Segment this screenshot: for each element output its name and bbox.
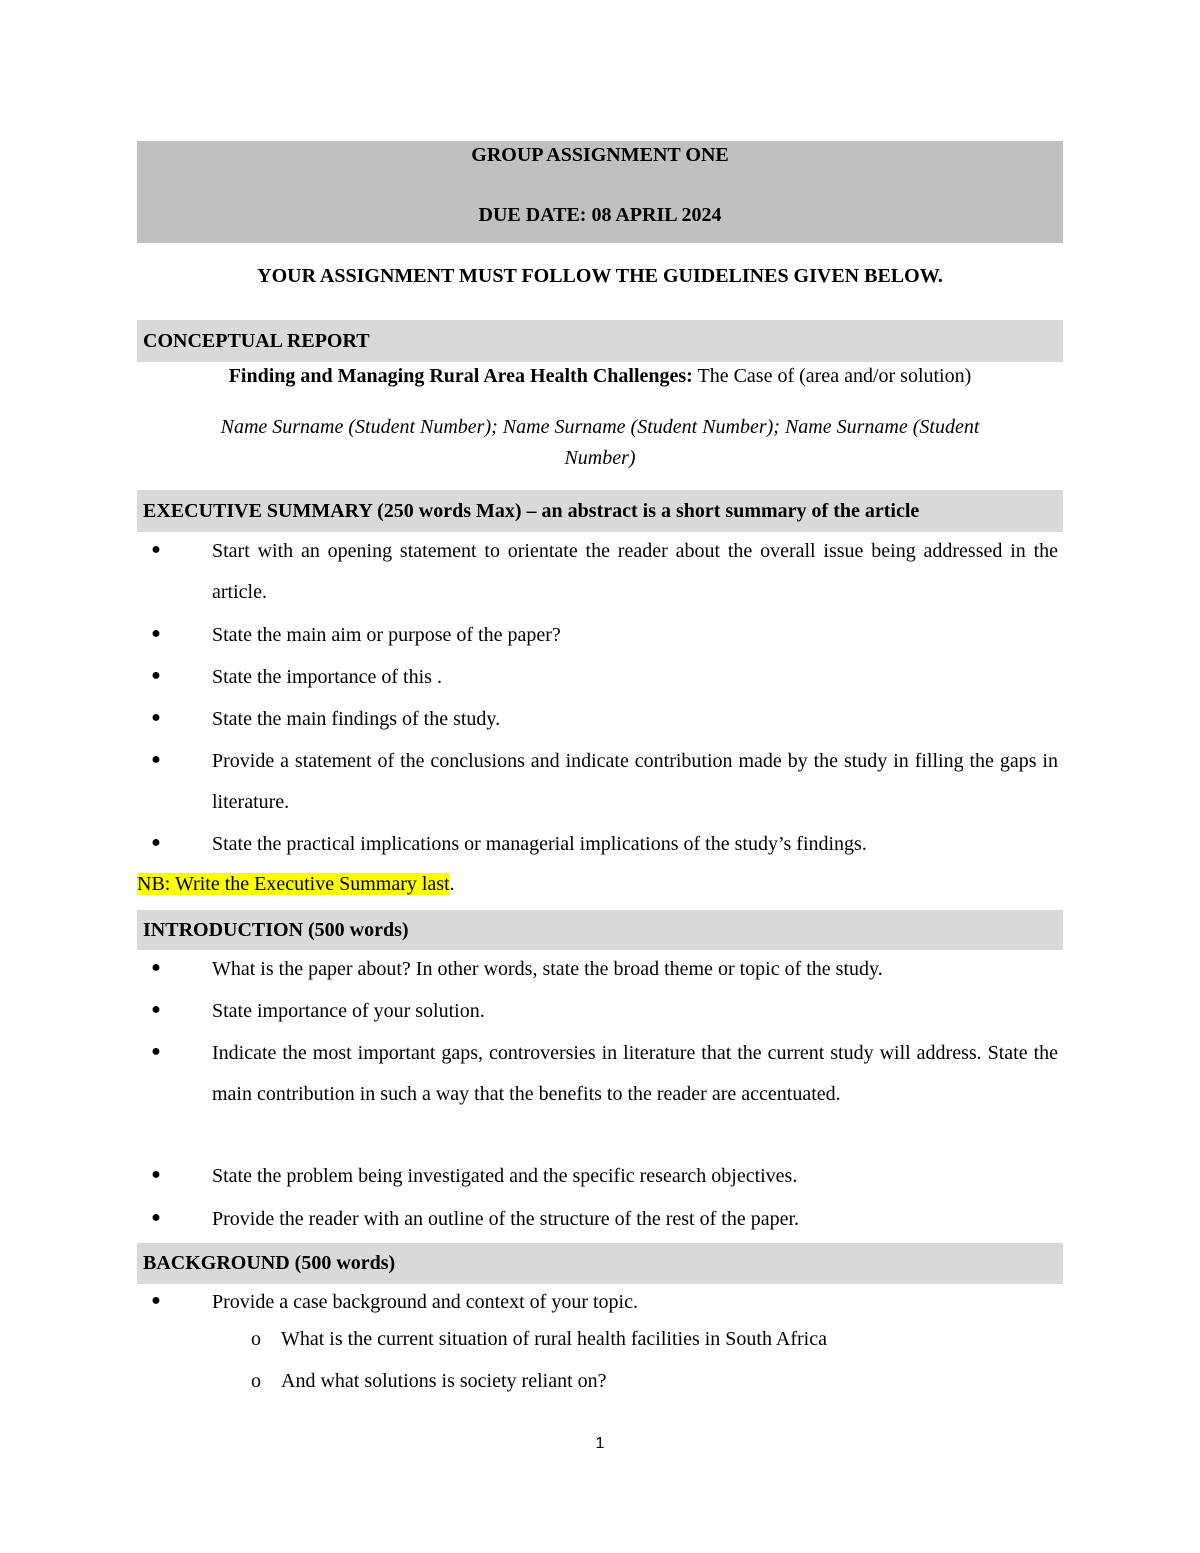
list-item-text: State the main findings of the study.	[212, 708, 501, 730]
guidelines-notice: YOUR ASSIGNMENT MUST FOLLOW THE GUIDELINES GIVEN BELOW.	[257, 265, 943, 287]
highlighted-note: NB: Write the Executive Summary last	[137, 873, 450, 895]
report-title-rest: The Case of (area and/or solution)	[692, 365, 972, 387]
assignment-title: GROUP ASSIGNMENT ONE	[471, 144, 729, 166]
bullet-icon: ●	[151, 959, 161, 976]
report-title-bold: Finding and Managing Rural Area Health Challenges:	[228, 365, 693, 387]
list-item-text: State the practical implications or managerial implications of the study’s findings.	[212, 833, 867, 855]
list-item-text: Indicate the most important gaps, controversies in literature that the current study will address. State the main contribution in such a way that the benefits to the reader are accentuated.	[212, 1042, 1058, 1105]
circle-bullet-icon: o	[251, 1328, 261, 1350]
list-item-text: Start with an opening statement to orientate the reader about the overall issue being addressed in the article.	[212, 540, 1058, 603]
executive-summary-note	[137, 873, 455, 896]
note-tail: .	[449, 873, 455, 895]
report-title	[137, 365, 1063, 388]
bullet-icon: ●	[151, 1043, 161, 1060]
list-item-text: Provide the reader with an outline of the structure of the rest of the paper.	[212, 1208, 800, 1230]
list-item-text: State importance of your solution.	[212, 1000, 485, 1022]
section-heading-introduction: INTRODUCTION (500 words)	[137, 910, 1063, 950]
list-item-text: What is the paper about? In other words, state the broad theme or topic of the study.	[212, 958, 883, 980]
header-box	[137, 141, 1063, 243]
bullet-icon: ●	[151, 709, 161, 726]
list-item-text: State the main aim or purpose of the paper?	[212, 624, 561, 646]
sub-list-item-text: And what solutions is society reliant on?	[281, 1370, 607, 1392]
bullet-icon: ●	[151, 751, 161, 768]
bullet-icon: ●	[151, 541, 161, 558]
bullet-icon: ●	[151, 1209, 161, 1226]
list-item-text: Provide a case background and context of your topic.	[212, 1291, 638, 1313]
circle-bullet-icon: o	[251, 1370, 261, 1392]
bullet-icon: ●	[151, 1292, 161, 1309]
bullet-icon: ●	[151, 834, 161, 851]
list-item-text: State the importance of this .	[212, 666, 442, 688]
authors-line-1: Name Surname (Student Number); Name Surname (Student Number); Name Surname (Student	[220, 416, 980, 438]
due-date: DUE DATE: 08 APRIL 2024	[478, 204, 722, 226]
bullet-icon: ●	[151, 1166, 161, 1183]
authors-line-2: Number)	[564, 447, 636, 469]
list-item-text: Provide a statement of the conclusions and indicate contribution made by the study in filling the gaps in literature.	[212, 750, 1058, 813]
sub-list-item-text: What is the current situation of rural health facilities in South Africa	[281, 1328, 827, 1350]
section-heading-background: BACKGROUND (500 words)	[137, 1243, 1063, 1284]
page-number: 1	[595, 1435, 605, 1452]
bullet-icon: ●	[151, 625, 161, 642]
section-heading-executive-summary: EXECUTIVE SUMMARY (250 words Max) – an abstract is a short summary of the article	[137, 490, 1063, 532]
bullet-icon: ●	[151, 1001, 161, 1018]
section-heading-conceptual-report: CONCEPTUAL REPORT	[137, 320, 1063, 362]
list-item-text: State the problem being investigated and the specific research objectives.	[212, 1165, 798, 1187]
bullet-icon: ●	[151, 667, 161, 684]
